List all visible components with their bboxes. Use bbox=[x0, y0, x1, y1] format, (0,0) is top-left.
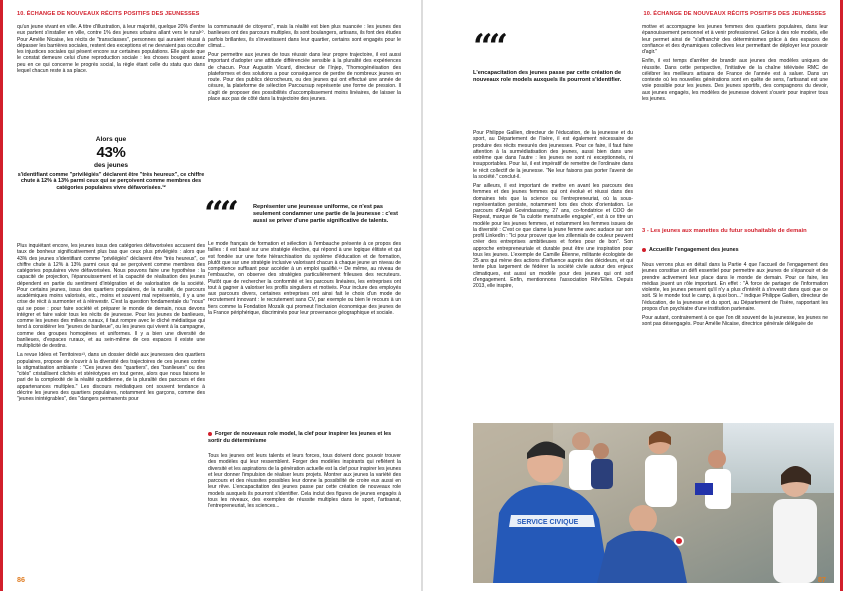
paragraph: qu'un jeune vivant en ville. A titre d'illustration, à leur majorité, quelque 20% d'entre eux partent s'installer en ville, contre 1% des jeunes urbains allant vers le rural¹⁰. Pour Amélie Nicaise, les récits de "transclasses", personnes qui auraient réussi à dépasser les barrières sociales, restent des exceptions et ne devraient pas occulter les injustices sociales qui pèsent encore sur certaines populations. Elle ajoute que le constat demeure celui d'une reproduction sociale : les choses bougent assez peu en ce qui concerne le progrès social, la règle étant celle du statu quo dans lequel chacun reste à sa place. bbox=[17, 24, 205, 74]
page-number-left: 86 bbox=[17, 575, 25, 584]
paragraph: Enfin, il est temps d'arrêter de brandir aux jeunes des modèles uniques de réussite. Dans cette perspective, l'initiative de la chaîne télévisée RMC de célébrer les meilleurs artisans de France de l'année est à saluer. Dans un contexte où les nouvelles générations sont en quête de sens, l'artisanat est une voie possible pour les jeunes. Des jeunes sportifs, des compagnons du devoir, aux jeunes engagés, les modèles de jeunesse doivent s'ouvrir pour inspirer tous les jeunes. bbox=[642, 58, 828, 102]
pull-quote-right: L'encapacitation des jeunes passe par cette création de nouveaux role models auxquels ils pourront s'identifier. bbox=[473, 70, 622, 83]
subsection-heading-text: Forger de nouveaux role model, la clef pour inspirer les jeunes et les sortir du déterminisme bbox=[208, 431, 392, 444]
left-edge-stripe bbox=[0, 0, 3, 591]
right-col1-text bbox=[473, 130, 633, 417]
paragraph: Pour autant, contrairement à ce que l'on dit souvent de la jeunesse, les jeunes ne sont pas désengagés. Pour Amélie Nicaise, directrice générale déléguée de bbox=[642, 315, 828, 328]
paragraph: Plus inquiétant encore, les jeunes issus des catégories défavorisées accusent des taux de bonheur significativement plus bas que ceux plus privilégiés : alors que 43% des jeunes s'identifiant comme "privilégiés" déclarent être "très heureux", ce chiffre chute à 12% à 13% parmi ceux qui se perçoivent comme membres des catégories populaires vivre défavorisées. Nous pouvons faire une hypothèse : la capacité de projection, l'épanouissement et la capacité de réalisation des jeunes dépendent en partie du sentiment d'intégration et de valorisation de la société. Pour certains jeunes, issus des quartiers populaires, de la ruralité, de parcours académiques moins valorisés, etc., moins et souvent mal représentés, il y a une crise de récit à surmonter et à réinvestir. C'est la question fondamentale du "nous" qui se pose : pour faire société et préparer le monde de demain, nous devons intégrer et faire valoir tous les récits de jeunesse. Pour les jeunes de banlieues, comme les jeunes des milieux ruraux, il faut rompre avec le cliché médiatique qui tend à considérer les "jeunes de banlieue", ou les jeunes qui vivent à la campagne, comme des groupes homogènes et uniformes. Il y a bien une diversité de banlieues, d'espaces ruraux, et au sein-même de ces espaces il existe une multiplicité de destins. bbox=[17, 243, 205, 349]
stat-value: 43% bbox=[96, 144, 126, 161]
subsection-heading bbox=[208, 431, 401, 444]
statistic-callout bbox=[17, 135, 205, 191]
subsection-heading bbox=[642, 247, 828, 254]
paragraph: Le mode français de formation et sélection à l'embauche présente à ce propos des failles : il est basé sur une stratégie élective, qui répond à une logique élitiste et qui est fondée sur une forte hiérarchisation du système d'éducation et de formation, plutôt que sur une stratégie inclusive valorisant chacun à chaque jeune un niveau de compétence suffisant pour accéder à un emploi qualifié.¹⁴ De même, au niveau de l'embauche, on observe des stratégies particulièrement frileuses des recruteurs. Plutôt que de rechercher la conformité et les parcours linéaires, les entreprises ont tout à gagner à valoriser les profils singuliers et motivés. Pour inclure des employés aux parcours divers, certaines entreprises ont ainsi fait le choix d'un mode de recrutement innovant : le recrutement sans CV, par exemple ou bien le recours à un tiers comme la Fondation Mozaïk qui promeut l'inclusion économique des jeunes de la France périphérique, discriminés pour leur provenance géographique et sociale. bbox=[208, 241, 401, 316]
subsection-heading-text: Accueillir l'engagement des jeunes bbox=[649, 247, 739, 253]
paragraph: Pour permettre aux jeunes de tous réussir dans leur propre trajectoire, il est aussi important d'adopter une attitude différenciée sensible à la pluralité des expériences de chacun. Pour Augustin Vicard, directeur de l'Injep, "l'homogénéisation des plateformes et des solutions a pour conséquence de perdre de nombreux jeunes en route. Pour des publics décrocheurs, ou des jeunes qui ont effectué une année de césure, la plateforme de sélection Parcoursup représente une forme de pression. Il s'agit de proposer des possibilités d'accomplissement moins linéaires, de laisser la place aux pas de côté dans la trajectoire des jeunes. bbox=[208, 52, 401, 102]
paragraph: Par ailleurs, il est important de mettre en avant les parcours des femmes et des jeunes femmes qui ont évolué et réussi dans des domaines tels que la science ou l'entrepreneuriat, où la sous-représentation persiste, notamment lors des choix d'orientation. Le parcours d'Anjali Govindassamy, 27 ans, co-fondatrice et COO de Repeat, marque de "la culotte menstruelle engagée", est à ce titre un modèle pour les jeunes femmes, et notamment les femmes issues de la diversité : C'est ce que clame la jeune femme avec audace sur son profil LinkedIn : "Ici pour prouver que les zillennials de couleur peuvent créer des entreprises ambitieuses et fortes pour de bon". Son approche entrepreneuriale et durable peut être une inspiration pour tous les jeunes. L'exemple de Camille Étienne, militante écologiste de 25 ans qui mène des actions d'influence auprès des décideurs, et qui tente plus largement de fédérer la société civile autour des enjeux climatiques, est aussi un modèle pour des jeunes qui ont soif d'engagement. Enfin, mentionnons l'association Rêv'Elles. Depuis 2013, elle inspire, bbox=[473, 183, 633, 289]
paragraph: Nous verrons plus en détail dans la Partie 4 que l'accueil de l'engagement des jeunes constitue un défi essentiel pour permettre aux jeunes de s'épanouir et de prendre activement leur place dans le monde de demain. Pour ce faire, les médias jouent un rôle important. En effet : "À force de partager de l'information violente, les jeunes pensent qu'il n'y a plus d'intérêt à s'investir dans quoi que ce soit. Si le monde tout le camp, à quoi bon..." indique Philippe Gallien, directeur de l'éducation, de la jeunesse et du sport, au Département de l'Isère, rapportant les propos d'un psychiatre d'une institution partenaire. bbox=[642, 262, 828, 312]
left-col2-top-text bbox=[208, 24, 401, 198]
quote-mark-icon: ““ bbox=[473, 27, 505, 67]
bullet-dot-icon bbox=[208, 432, 212, 436]
left-col2-mid-text bbox=[208, 241, 401, 425]
paragraph: La revue Idées et Territoires¹³, dans un dossier dédié aux jeunesses des quartiers populaires, propose de s'ouvrir à la diversité des trajectoires de ces jeunes contre la stigmatisation ambiante : "Ces jeunes des "quartiers", des "banlieues" ou des "cités" cristallisent clichés et stéréotypes en tout genre, alors que nous faisons le pari de la complexité de la réalité quotidienne, de la pluralité des parcours et des appartenances multiples." Les discours médiatiques ont souvent tendance à décrire les jeunes des quartiers populaires, notamment les garçons, comme des "jeunes inintégrables", des "dangers permanents pour bbox=[17, 352, 205, 402]
paragraph: Pour Philippe Gallien, directeur de l'éducation, de la jeunesse et du sport, au Département de l'Isère, il est également nécessaire de produire des récits mesurés des jeunesses. Pour ce faire, il faut faire attention à la surmédiatisation des jeunes, aussi bien dans une extrême que dans l'autre : les jeunes ne sont ni exceptionnels, ni insupportables. Pour lui, il est impératif de remettre de l'ordinaire dans le récit collectif de la jeunesse. "Ne leur faisons pas porter l'avenir de la société." conclut-il. bbox=[473, 130, 633, 180]
left-col1-bottom-text bbox=[17, 243, 205, 570]
page-number-right: 87 bbox=[818, 575, 826, 584]
stat-suffix: des jeunes bbox=[93, 162, 129, 169]
photo-illustration bbox=[473, 423, 834, 583]
right-col2-bottom-text bbox=[642, 262, 828, 418]
left-col2-bottom-text bbox=[208, 453, 401, 571]
page-gutter bbox=[421, 0, 423, 591]
photo-badge-text: SERVICE CIVIQUE bbox=[517, 519, 579, 526]
volunteers-photo bbox=[473, 423, 834, 583]
right-running-header: 10. ÉCHANGE DE NOUVEAUX RÉCITS POSITIFS DES JEUNESSES bbox=[643, 11, 826, 17]
stat-detail: s'identifiant comme "privilégiés" déclarent être "très heureux", ce chiffre chute à 12% à 13% parmi ceux qui se perçoivent comme membres des catégories populaires vivre défavorisées.¹² bbox=[17, 172, 205, 191]
paragraph: Tous les jeunes ont leurs talents et leurs forces, tous doivent donc pouvoir trouver des modèles qui leur ressemblent. Forger des modèles inspirants qui reflètent la diversité et les aspirations de la génération actuelle est la clef pour inspirer les jeunes et leur donner l'impulsion de réaliser leurs projets. Montrer aux jeunes la variété des parcours et des réussites possibles leur donne la possibilité de croire eux aussi en leur rêve. L'encapacitation des jeunes passe par cette création de nouveaux role models auxquels ils pourront s'identifier. Cela inclut des figures de jeunes engagés à tous les niveaux, des exemples de réussite multiples dans le sport, l'artisanat, l'entrepreneuriat, les sciences... bbox=[208, 453, 401, 509]
stat-prefix: Alors que bbox=[95, 136, 127, 143]
pull-quote-left: Représenter une jeunesse uniforme, ce n'est pas seulement condamner une partie de la jeunesse : c'est aussi se priver d'une partie significative de talents. bbox=[253, 204, 398, 224]
right-col2-top-text bbox=[642, 24, 828, 222]
section-title: 3 - Les jeunes aux manettes du futur souhaitable de demain bbox=[642, 228, 807, 234]
bullet-dot-icon bbox=[642, 248, 646, 252]
paragraph: motive et accompagne les jeunes femmes des quartiers populaires, dans leur épanouissement personnel et à venir professionnel. Grâce à des role models, elle leur permet ainsi de "s'affranchir des déterminismes grâce à des espaces de confiance et des dynamiques collectives leur permettant de déployer leur pouvoir d'agir." bbox=[642, 24, 828, 55]
paragraph: la communauté de citoyens", mais la réalité est bien plus nuancée : les jeunes des banlieues ont des parcours multiples, ils sont boulangers, artisans, ils font des études parfois brillantes, ils s'investissent dans leur quartier, certains sont engagés pour le climat... bbox=[208, 24, 401, 49]
left-col1-top-text bbox=[17, 24, 205, 132]
left-running-header: 10. ÉCHANGE DE NOUVEAUX RÉCITS POSITIFS DES JEUNESSES bbox=[17, 11, 200, 17]
quote-mark-icon: ““ bbox=[204, 194, 236, 234]
